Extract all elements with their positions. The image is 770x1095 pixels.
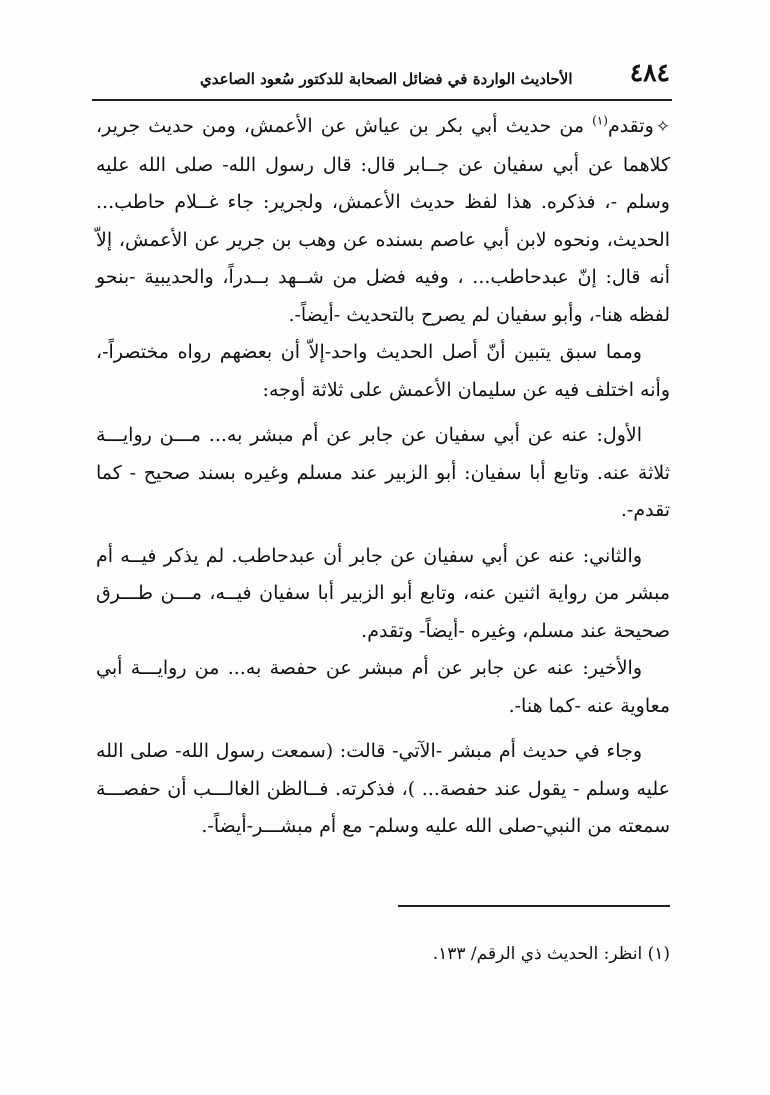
paragraph-2: ومما سبق يتبين أنّ أصل الحديث واحد-إلاّ أن بعضهم رواه مختصراً-، وأنه اختلف فيه عن سليمان الأعمش على ثلاثة أوجه: [96, 341, 670, 401]
paragraph-1 [96, 108, 670, 334]
paragraph-1-text: من حديث أبي بكر بن عياش عن الأعمش، ومن حديث جرير، كلاهما عن أبي سفيان عن جــابر قال: قال رسول الله- صلى الله عليه وسلم -، فذكره. هذا لفظ حديث الأعمش، ولجرير: جاء غــلام حاطب... الحديث، ونحوه لابن أبي عاصم بسنده عن وهب بن جرير عن الأعمش، إلاّ أنه قال: إنّ عبدحاطب... ، وفيه فضل من شــهد بــدراً، والحديبية -بنحو لفظه هنا-، وأبو سفيان لم يصرح بالتحديث -أيضاً-. [96, 115, 670, 326]
running-title: الأحاديث الواردة في فضائل الصحابة للدكتور سُعود الصاعدي [200, 70, 573, 88]
paragraph-4: والثاني: عنه عن أبي سفيان عن جابر أن عبدحاطب. لم يذكر فيــه أم مبشر من رواية اثنين عنه، وتابع أبو الزبير أبا سفيان فيــه، مـــن طـــرق صحيحة عند مسلم، وغيره -أيضاً- وتقدم. [96, 544, 670, 642]
main-text [96, 108, 670, 846]
footnote-divider [398, 905, 670, 907]
page-header [92, 58, 670, 98]
star-ornament-icon: ✧ [655, 117, 670, 137]
page-number: ٤٨٤ [629, 58, 670, 87]
paragraph-3: الأول: عنه عن أبي سفيان عن جابر عن أم مبشر به... مـــن روايـــة ثلاثة عنه. وتابع أبا سفيان: أبو الزبير عند مسلم وغيره بسند صحيح - كما تقدم-. [96, 424, 670, 521]
footnote-reference[interactable]: (١) [592, 113, 608, 128]
header-divider [92, 99, 672, 101]
paragraph-5: والأخير: عنه عن جابر عن أم مبشر عن حفصة به... من روايـــة أبي معاوية عنه -كما هنا-. [96, 657, 670, 717]
paragraph-1-lead: وتقدم [607, 115, 654, 137]
paragraph-6: وجاء في حديث أم مبشر -الآتي- قالت: (سمعت رسول الله- صلى الله عليه وسلم - يقول عند حفصة... )، فذكرته. فــالظن الغالـــب أن حفصـــة سمعته من النبي-صلى الله عليه وسلم- مع أم مبشـــر-أيضاً-. [96, 740, 670, 837]
footnote: (١) انظر: الحديث ذي الرقم/ ١٣٣. [432, 944, 670, 964]
